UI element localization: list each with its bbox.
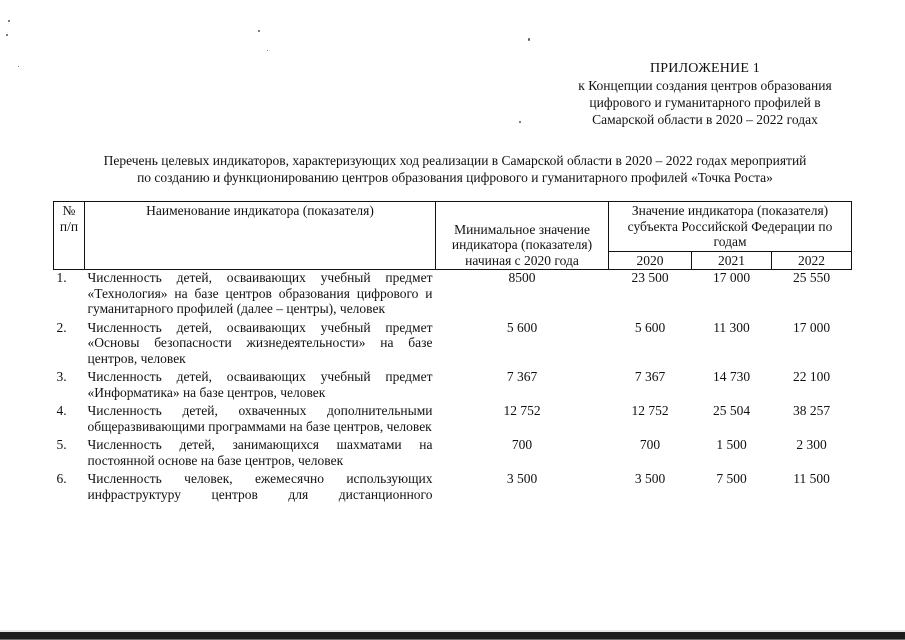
indicator-name: Численность детей, охваченных дополнительными общеразвивающими программами на базе центров, человек — [87, 403, 433, 434]
row-number: 6. — [56, 471, 67, 486]
scan-speck — [258, 30, 260, 32]
table-row — [54, 270, 852, 320]
table-row — [54, 471, 852, 505]
min-value: 7 367 — [506, 369, 538, 384]
header-values-by-year: Значение индикатора (показателя) субъекта Российской Федерации по годам — [609, 202, 852, 252]
value-2021: 1 500 — [716, 437, 747, 452]
value-2021: 17 000 — [712, 270, 751, 285]
value-2022: 2 300 — [796, 437, 827, 452]
row-number: 1. — [56, 270, 67, 285]
scan-speck — [519, 121, 521, 123]
header-year: 2021 — [692, 251, 772, 270]
value-2020: 12 752 — [631, 403, 669, 418]
value-2022: 25 550 — [792, 270, 831, 285]
value-2021: 7 500 — [716, 471, 747, 486]
value-2020: 700 — [639, 437, 661, 452]
intro-line: Перечень целевых индикаторов, характеризующих ход реализации в Самарской области в 2020 – 2022 годах мероприятий — [103, 153, 807, 168]
value-2022: 11 500 — [793, 471, 830, 486]
header-min-value: Минимальное значение индикатора (показателя) начиная с 2020 года — [436, 202, 609, 270]
appendix-heading: ПРИЛОЖЕНИЕ 1 — [649, 61, 761, 76]
row-number: 4. — [56, 403, 67, 418]
min-value: 700 — [511, 437, 533, 452]
scan-bottom-edge — [0, 630, 905, 640]
indicators-table — [53, 201, 852, 505]
value-2022: 22 100 — [792, 369, 831, 384]
header-year: 2020 — [609, 251, 692, 270]
scan-speck — [8, 20, 10, 22]
scan-speck — [267, 50, 268, 51]
value-2021: 25 504 — [712, 403, 751, 418]
row-number: 5. — [56, 437, 67, 452]
table-row — [54, 403, 852, 437]
row-number: 3. — [56, 369, 67, 384]
header-name: Наименование индикатора (показателя) — [85, 202, 436, 270]
value-2020: 3 500 — [634, 471, 666, 486]
value-2022: 38 257 — [792, 403, 831, 418]
intro-line: по созданию и функционированию центров образования цифрового и гуманитарного профилей «Точка Роста» — [137, 170, 773, 185]
intro-title — [40, 152, 870, 186]
row-number: 2. — [56, 319, 67, 335]
value-2021: 14 730 — [712, 369, 751, 384]
scan-speck — [18, 66, 19, 67]
value-2020: 7 367 — [634, 369, 666, 384]
scan-speck — [528, 38, 530, 41]
header-year: 2022 — [772, 251, 852, 270]
indicator-name: Численность детей, занимающихся шахматами на постоянной основе на базе центров, человек — [87, 437, 433, 468]
indicator-name: Численность детей, осваивающих учебный предмет «Технология» на базе центров образования цифрового и гуманитарного профилей (далее – центры), человек — [87, 270, 433, 316]
scan-speck — [6, 34, 8, 36]
value-2020: 5 600 — [634, 319, 666, 335]
table-row — [54, 320, 852, 370]
appendix-block — [540, 60, 870, 128]
min-value: 8500 — [508, 270, 536, 285]
appendix-line: Самарской области в 2020 – 2022 годах — [592, 112, 818, 127]
min-value: 3 500 — [506, 471, 538, 486]
value-2022: 17 000 — [792, 319, 831, 335]
appendix-line: к Концепции создания центров образования — [578, 78, 832, 93]
value-2021: 11 300 — [713, 319, 750, 335]
min-value: 12 752 — [503, 403, 541, 418]
indicator-name: Численность детей, осваивающих учебный предмет «Основы безопасности жизнедеятельности» на базе центров, человек — [87, 319, 433, 366]
table-row — [54, 369, 852, 403]
value-2020: 23 500 — [631, 270, 669, 285]
header-num: № п/п — [54, 202, 85, 270]
appendix-line: цифрового и гуманитарного профилей в — [589, 95, 821, 110]
indicator-name: Численность человек, ежемесячно использующих инфраструктуру центров для дистанционного — [87, 471, 433, 502]
indicator-name: Численность детей, осваивающих учебный предмет «Информатика» на базе центров, человек — [87, 369, 433, 400]
min-value: 5 600 — [506, 319, 538, 335]
table-row — [54, 437, 852, 471]
